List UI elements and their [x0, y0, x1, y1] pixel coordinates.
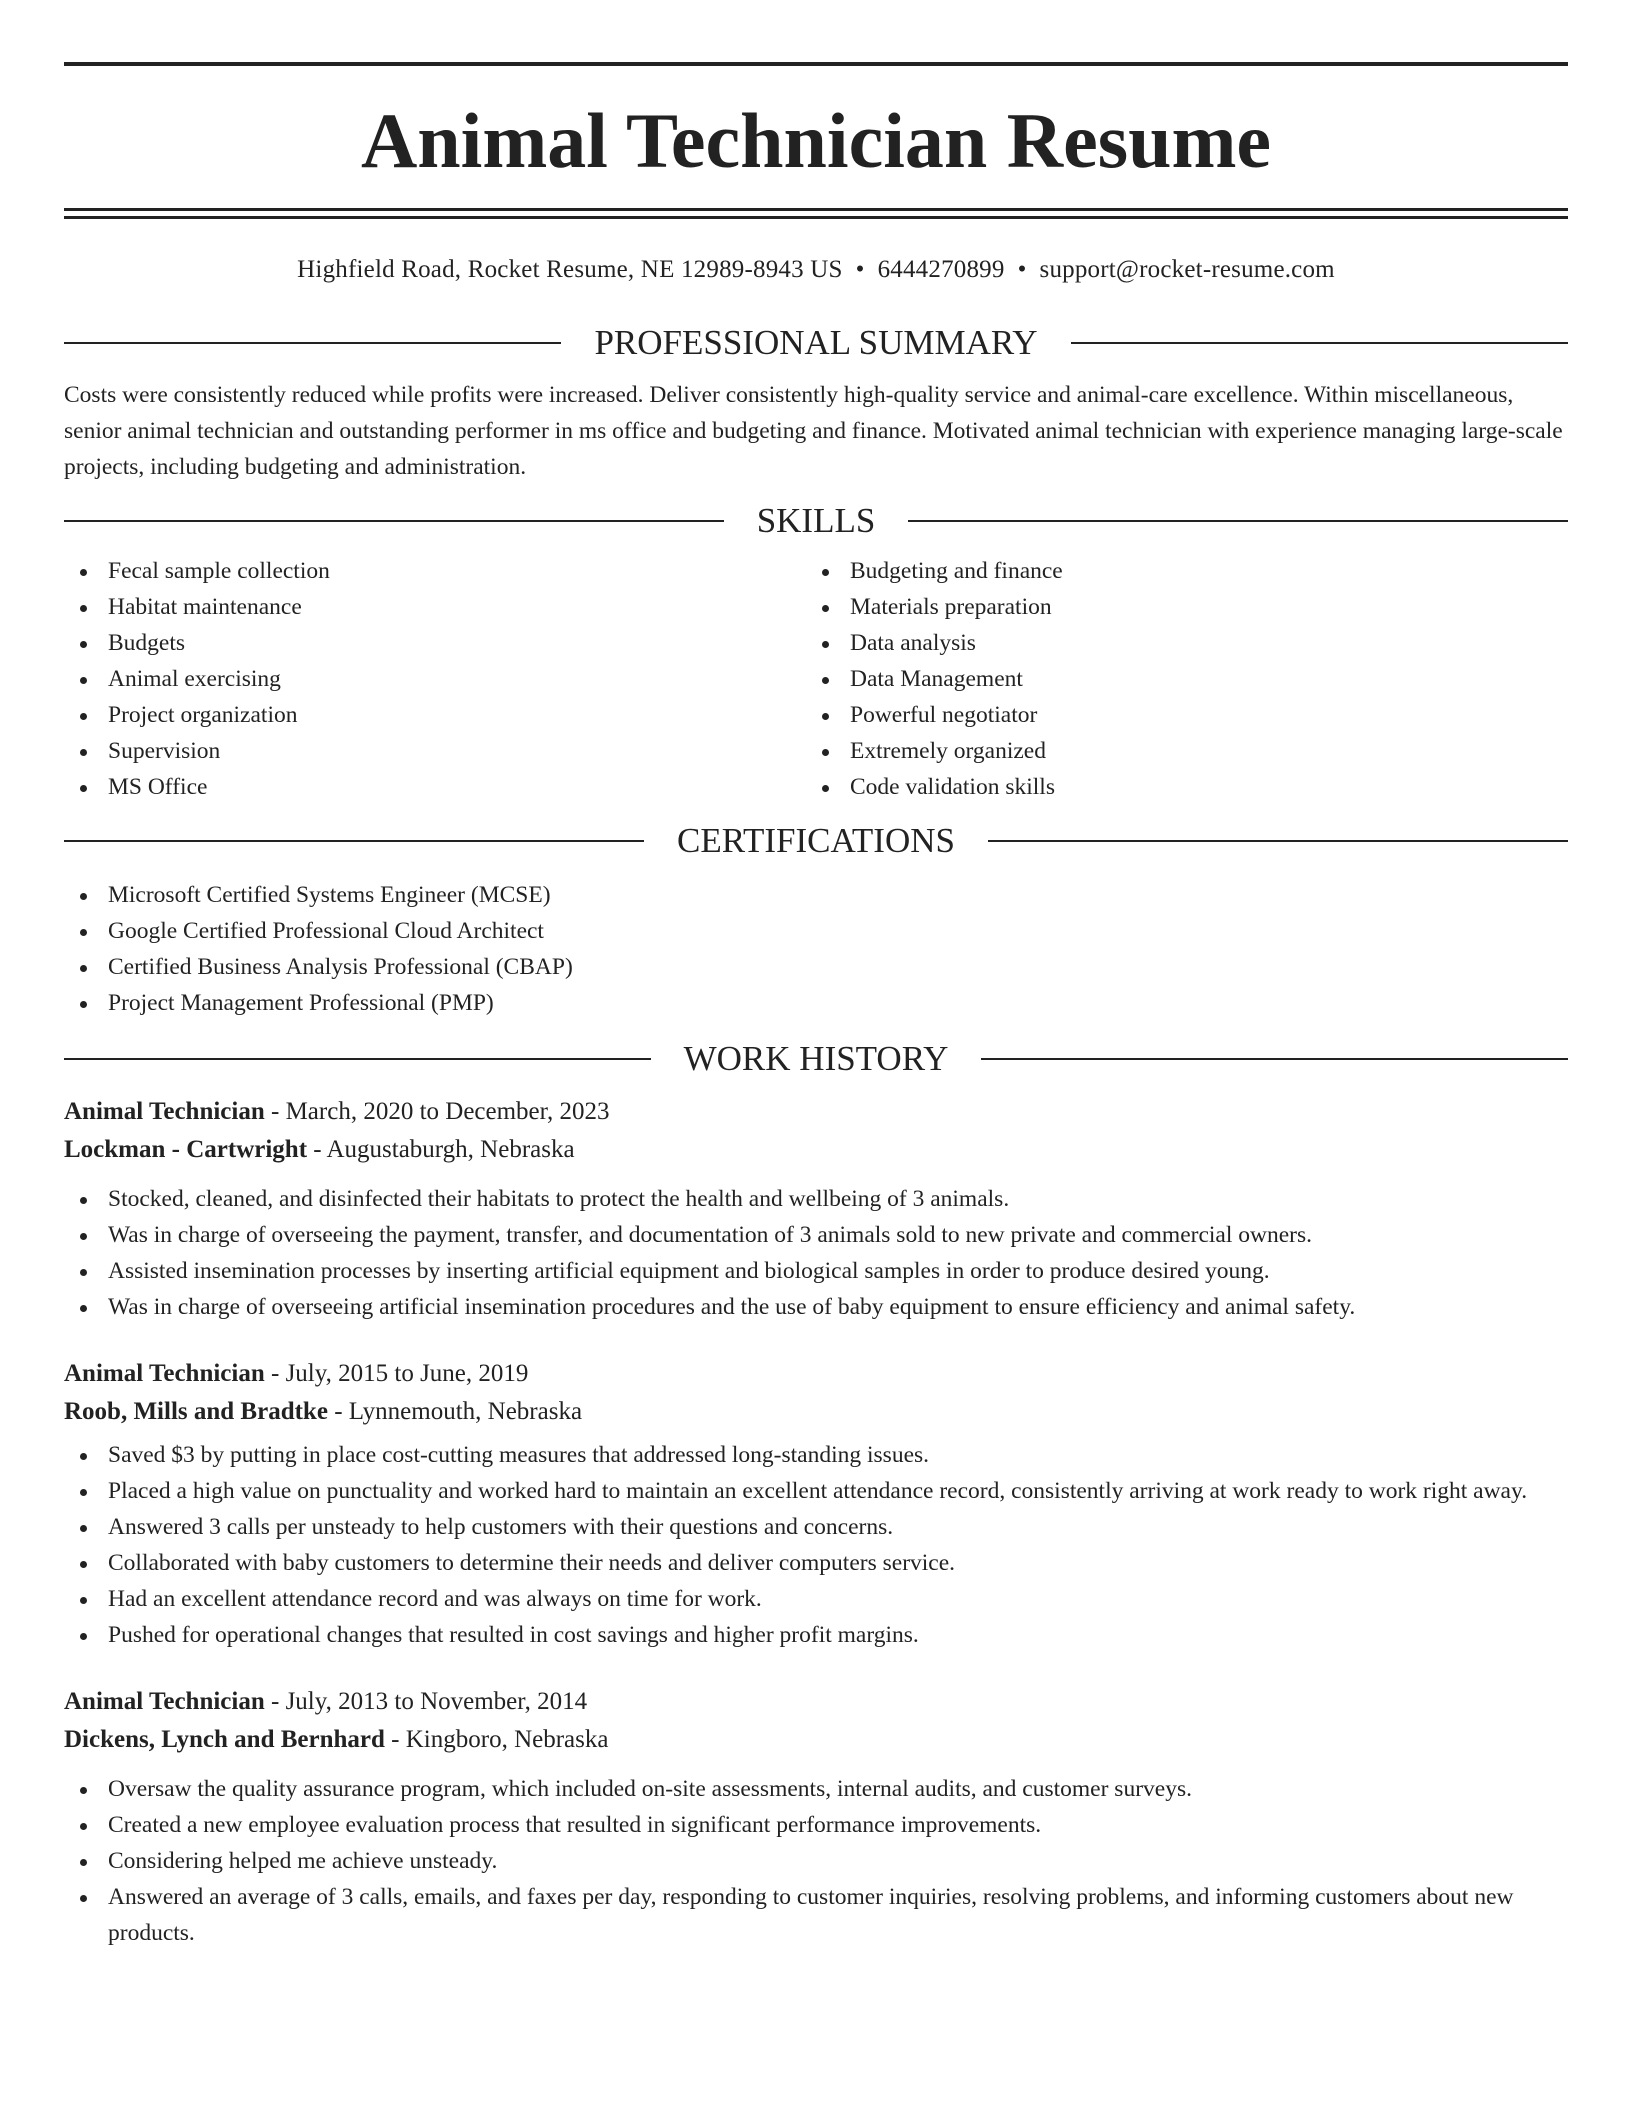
contact-phone: 6444270899 — [877, 256, 1005, 283]
skill-item: Code validation skills — [806, 769, 1548, 805]
skill-item: Supervision — [64, 733, 806, 769]
job-dates: - July, 2013 to November, 2014 — [264, 1688, 588, 1715]
skill-item: Animal exercising — [64, 661, 806, 697]
job-bullet: Answered 3 calls per unsteady to help customers with their questions and concerns. — [64, 1509, 1568, 1545]
section-heading-summary — [64, 323, 1568, 363]
job-bullet: Stocked, cleaned, and disinfected their habitats to protect the health and wellbeing of 3 animals. — [64, 1181, 1568, 1217]
skill-item: Habitat maintenance — [64, 589, 806, 625]
job-bullet: Placed a high value on punctuality and worked hard to maintain an excellent attendance record, consistently arriving at work ready to work right away. — [64, 1473, 1568, 1509]
skill-item: Materials preparation — [806, 589, 1548, 625]
job-bullet: Considering helped me achieve unsteady. — [64, 1843, 1568, 1879]
section-heading-work-history — [64, 1039, 1568, 1079]
job-dates: - March, 2020 to December, 2023 — [264, 1098, 610, 1125]
certification-item: Microsoft Certified Systems Engineer (MCSE) — [64, 877, 1568, 913]
skill-item: Budgeting and finance — [806, 553, 1548, 589]
job-role: Animal Technician — [64, 1360, 265, 1387]
skill-item: Data analysis — [806, 625, 1548, 661]
skill-item: Extremely organized — [806, 733, 1548, 769]
job-location: - Lynnemouth, Nebraska — [327, 1398, 583, 1425]
job-title-line — [64, 1093, 1568, 1131]
job-dates: - July, 2015 to June, 2019 — [264, 1360, 529, 1387]
job-entry — [64, 1355, 1568, 1653]
job-company: Roob, Mills and Bradtke — [64, 1398, 328, 1425]
job-bullets — [64, 1771, 1568, 1951]
skills-list-right — [806, 553, 1548, 805]
section-heading-label: WORK HISTORY — [683, 1039, 949, 1078]
job-bullet: Was in charge of overseeing artificial insemination procedures and the use of baby equipment to ensure efficiency and animal safety. — [64, 1289, 1568, 1325]
top-rule — [64, 62, 1568, 66]
job-role: Animal Technician — [64, 1688, 265, 1715]
job-role: Animal Technician — [64, 1098, 265, 1125]
job-location: - Augustaburgh, Nebraska — [307, 1136, 575, 1163]
job-entry — [64, 1093, 1568, 1325]
job-company-line — [64, 1393, 1568, 1431]
job-title-line — [64, 1355, 1568, 1393]
job-bullet: Collaborated with baby customers to determine their needs and deliver computers service. — [64, 1545, 1568, 1581]
skill-item: Budgets — [64, 625, 806, 661]
resume-page — [64, 62, 1568, 1951]
summary-text: Costs were consistently reduced while profits were increased. Deliver consistently high-quality service and animal-care excellence. Within miscellaneous, senior animal technician and outstanding performer in ms office and budgeting and finance. Motivated animal technician with experience managing large-scale projects, including budgeting and administration. — [64, 382, 1563, 480]
job-title-line — [64, 1683, 1568, 1721]
certification-item: Google Certified Professional Cloud Architect — [64, 913, 1568, 949]
job-company-line — [64, 1721, 1568, 1759]
certifications-list — [64, 877, 1568, 1021]
section-heading-label: SKILLS — [756, 501, 876, 540]
job-location: - Kingboro, Nebraska — [384, 1726, 609, 1753]
job-company-line — [64, 1131, 1568, 1169]
job-bullet: Oversaw the quality assurance program, which included on-site assessments, internal audits, and customer surveys. — [64, 1771, 1568, 1807]
job-bullet: Saved $3 by putting in place cost-cutting measures that addressed long-standing issues. — [64, 1437, 1568, 1473]
skills-list-left — [64, 553, 806, 805]
job-bullet: Was in charge of overseeing the payment, transfer, and documentation of 3 animals sold to new private and commercial owners. — [64, 1217, 1568, 1253]
contact-separator: • — [855, 256, 865, 283]
skill-item: Project organization — [64, 697, 806, 733]
job-entry — [64, 1683, 1568, 1951]
section-heading-certifications — [64, 821, 1568, 861]
title-double-rule — [64, 208, 1568, 219]
resume-title: Animal Technician Resume — [360, 97, 1272, 184]
job-bullet: Pushed for operational changes that resulted in cost savings and higher profit margins. — [64, 1617, 1568, 1653]
job-company: Dickens, Lynch and Bernhard — [64, 1726, 385, 1753]
skill-item: Data Management — [806, 661, 1548, 697]
contact-separator: • — [1017, 256, 1027, 283]
skill-item: Fecal sample collection — [64, 553, 806, 589]
section-heading-label: PROFESSIONAL SUMMARY — [594, 323, 1038, 362]
skills-columns — [64, 553, 1568, 805]
job-bullet: Answered an average of 3 calls, emails, and faxes per day, responding to customer inquiries, resolving problems, and informing customers about new products. — [64, 1879, 1568, 1951]
skill-item: MS Office — [64, 769, 806, 805]
contact-line — [64, 255, 1568, 285]
certification-item: Project Management Professional (PMP) — [64, 985, 1568, 1021]
job-bullet: Assisted insemination processes by inserting artificial equipment and biological samples in order to produce desired young. — [64, 1253, 1568, 1289]
section-heading-skills — [64, 501, 1568, 541]
job-bullet: Created a new employee evaluation process that resulted in significant performance improvements. — [64, 1807, 1568, 1843]
job-company: Lockman - Cartwright — [64, 1136, 308, 1163]
certification-item: Certified Business Analysis Professional (CBAP) — [64, 949, 1568, 985]
section-heading-label: CERTIFICATIONS — [677, 821, 955, 860]
skill-item: Powerful negotiator — [806, 697, 1548, 733]
contact-address: Highfield Road, Rocket Resume, NE 12989-8943 US — [297, 256, 843, 283]
job-bullet: Had an excellent attendance record and was always on time for work. — [64, 1581, 1568, 1617]
contact-email[interactable]: support@rocket-resume.com — [1039, 256, 1335, 283]
job-bullets — [64, 1181, 1568, 1325]
job-bullets — [64, 1437, 1568, 1653]
